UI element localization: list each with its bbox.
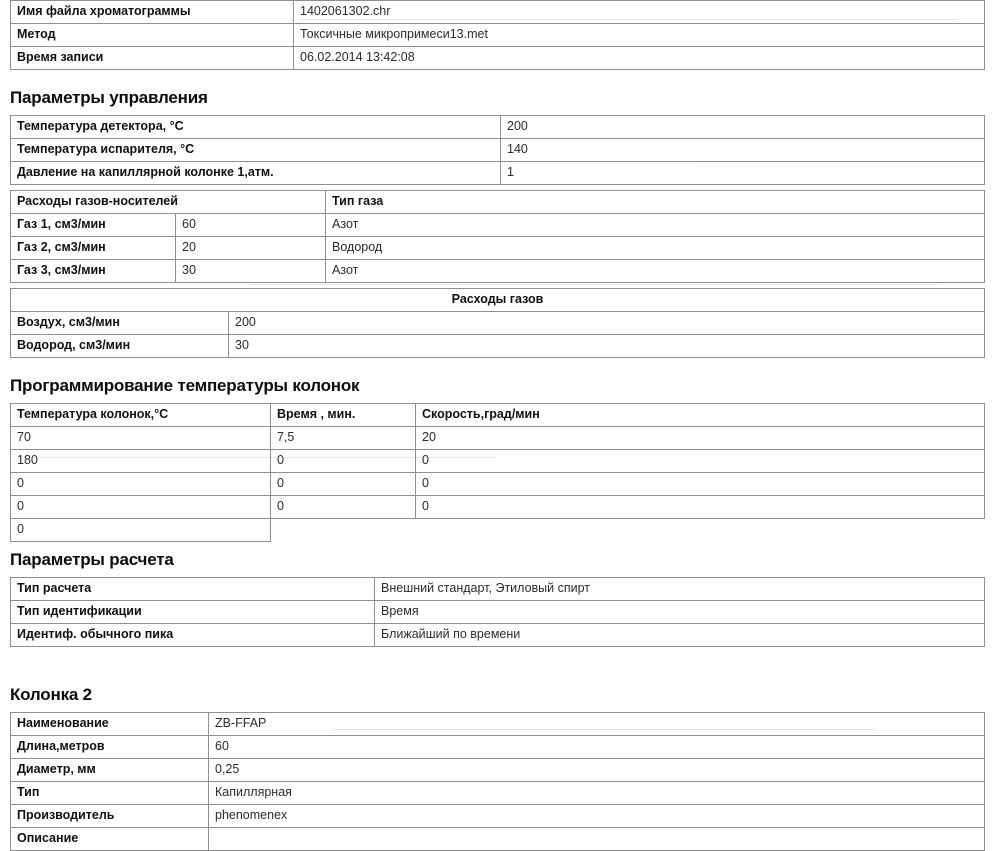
temp-row-1-rate: 20 [416,427,985,450]
gas-1-flow: 60 [176,214,326,237]
calculation-parameters-table [10,577,985,647]
column-diameter-value: 0,25 [209,759,985,782]
temp-row-4-time: 0 [271,496,416,519]
temp-row-5-empty-time [271,519,416,542]
table-row [11,496,985,519]
temperature-program-heading: Программирование температуры колонок [10,376,360,395]
temp-row-5-temperature: 0 [11,519,271,542]
evaporator-temperature-label: Температура испарителя, °C [11,139,501,162]
column-temperature-header: Температура колонок,°С [11,404,271,427]
carrier-gas-table [10,190,985,283]
gas-3-flow: 30 [176,260,326,283]
table-row [11,289,985,312]
chromatogram-filename-value: 1402061302.chr [294,1,985,24]
table-row [11,162,985,185]
gas-1-type: Азот [326,214,985,237]
hydrogen-flow-value: 30 [229,335,985,358]
air-flow-label: Воздух, см3/мин [11,312,229,335]
table-row [11,736,985,759]
table-row [11,601,985,624]
gas-2-label: Газ 2, см3/мин [11,237,176,260]
table-row [11,116,985,139]
temp-row-4-temperature: 0 [11,496,271,519]
header-table [10,0,985,70]
table-row [11,450,985,473]
column-length-value: 60 [209,736,985,759]
table-row [11,782,985,805]
carrier-gas-flows-header: Расходы газов-носителей [11,191,326,214]
table-row [11,473,985,496]
rate-header: Скорость,град/мин [416,404,985,427]
method-value: Токсичные микропримеси13.met [294,24,985,47]
column-type-value: Капиллярная [209,782,985,805]
temp-row-2-rate: 0 [416,450,985,473]
table-row [11,427,985,450]
time-header: Время , мин. [271,404,416,427]
normal-peak-identification-label: Идентиф. обычного пика [11,624,375,647]
temp-row-3-rate: 0 [416,473,985,496]
temp-row-2-temperature: 180 [11,450,271,473]
record-time-label: Время записи [11,47,294,70]
column-diameter-label: Диаметр, мм [11,759,209,782]
table-row [11,805,985,828]
column-section-heading: Колонка 2 [10,685,92,704]
column-manufacturer-label: Производитель [11,805,209,828]
gas-2-flow: 20 [176,237,326,260]
table-row [11,578,985,601]
record-time-value: 06.02.2014 13:42:08 [294,47,985,70]
hydrogen-flow-label: Водород, см3/мин [11,335,229,358]
table-row [11,191,985,214]
table-row [11,260,985,283]
column-length-label: Длина,метров [11,736,209,759]
chromatogram-filename-label: Имя файла хроматограммы [11,1,294,24]
table-row [11,24,985,47]
temp-row-3-temperature: 0 [11,473,271,496]
calculation-type-label: Тип расчета [11,578,375,601]
column-description-label: Описание [11,828,209,851]
control-parameters-heading: Параметры управления [10,88,208,107]
table-row [11,759,985,782]
temp-row-1-temperature: 70 [11,427,271,450]
table-row [11,312,985,335]
calculation-type-value: Внешний стандарт, Этиловый спирт [375,578,985,601]
temp-row-4-rate: 0 [416,496,985,519]
table-row [11,519,985,542]
control-parameters-table [10,115,985,185]
evaporator-temperature-value: 140 [501,139,985,162]
column-name-value: ZB-FFAP [209,713,985,736]
table-row [11,214,985,237]
gas-3-type: Азот [326,260,985,283]
method-label: Метод [11,24,294,47]
identification-type-label: Тип идентификации [11,601,375,624]
detector-temperature-label: Температура детектора, °C [11,116,501,139]
calculation-parameters-heading: Параметры расчета [10,550,174,569]
table-row [11,828,985,851]
column-properties-table [10,712,985,851]
column-description-value [209,828,985,851]
table-row [11,237,985,260]
temp-row-1-time: 7,5 [271,427,416,450]
column-type-label: Тип [11,782,209,805]
capillary-column-pressure-label: Давление на капиллярной колонке 1,атм. [11,162,501,185]
temp-row-2-time: 0 [271,450,416,473]
capillary-column-pressure-value: 1 [501,162,985,185]
table-row [11,624,985,647]
table-row [11,335,985,358]
temp-row-5-empty-rate [416,519,985,542]
table-row [11,139,985,162]
temp-row-3-time: 0 [271,473,416,496]
gas-flows-title: Расходы газов [11,289,985,312]
detector-temperature-value: 200 [501,116,985,139]
table-row [11,404,985,427]
table-row [11,713,985,736]
column-name-label: Наименование [11,713,209,736]
identification-type-value: Время [375,601,985,624]
gas-type-header: Тип газа [326,191,985,214]
table-row [11,47,985,70]
air-flow-value: 200 [229,312,985,335]
temperature-program-table [10,403,985,542]
gas-2-type: Водород [326,237,985,260]
column-manufacturer-value: phenomenex [209,805,985,828]
gas-1-label: Газ 1, см3/мин [11,214,176,237]
gas-flows-table [10,288,985,358]
table-row [11,1,985,24]
gas-3-label: Газ 3, см3/мин [11,260,176,283]
normal-peak-identification-value: Ближайший по времени [375,624,985,647]
